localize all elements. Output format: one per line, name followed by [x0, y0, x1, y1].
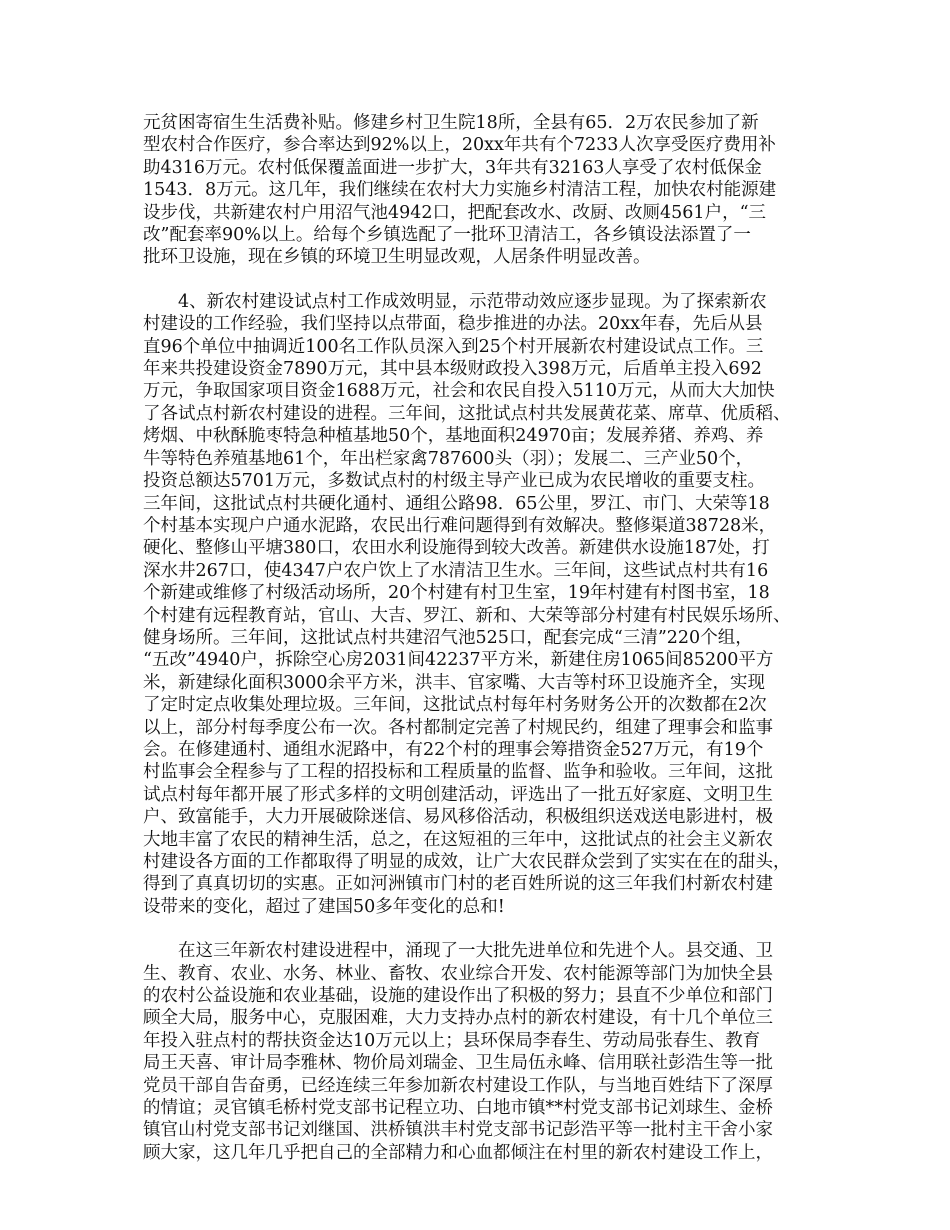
- text-line: 设带来的变化，超过了建国50多年变化的总和!: [143, 896, 505, 917]
- text-line: 元贫困寄宿生生活费补贴。修建乡村卫生院18所，全县有65．2万农民参加了新: [143, 113, 759, 133]
- text-line: 试点村每年都开展了形式多样的文明创建活动，评选出了一批五好家庭、文明卫生: [143, 784, 773, 805]
- text-line: 生、教育、农业、水务、林业、畜牧、农业综合开发、农村能源等部门为加快全县: [143, 963, 773, 984]
- text-line: 烤烟、中秋酥脆枣特急种植基地50个，基地面积24970亩；发展养猪、养鸡、养: [143, 426, 764, 447]
- text-line: 顾大家，这几年几乎把自己的全部精力和心血都倾注在村里的新农村建设工作上，: [143, 1142, 773, 1163]
- text-line: 户、致富能手，大力开展破除迷信、易风移俗活动，积极组织送戏送电影进村，极: [143, 807, 773, 828]
- text-line: 硬化、整修山平塘380口，农田水利设施得到较大改善。新建供水设施187处，打: [143, 538, 770, 559]
- text-line: 村监事会全程参与了工程的招投标和工程质量的监督、监争和验收。三年间，这批: [143, 762, 773, 783]
- text-line: 会。在修建通村、通组水泥路中，有22个村的理事会筹措资金527万元，有19个: [143, 739, 764, 760]
- text-line: 万元，争取国家项目资金1688万元，社会和农民自投入5110万元，从而大大加快: [143, 381, 775, 402]
- text-line: 了定时定点收集处理垃圾。三年间，这批试点村每年村务财务公开的次数都在2次: [143, 695, 767, 716]
- text-line: 改”配套率90%以上。给每个乡镇选配了一批环卫清洁工，各乡镇设法添置了一: [143, 225, 751, 246]
- text-line: 年来共投建设资金7890万元，其中县本级财政投入398万元，后盾单主投入692: [143, 359, 762, 380]
- text-line: 1543．8万元。这几年，我们继续在农村大力实施乡村清洁工程，加快农村能源建: [143, 180, 777, 201]
- text-line: 投资总额达5701万元，多数试点村的村级主导产业已成为农民增收的重要支柱。: [143, 471, 766, 492]
- text-line: 直96个单位中抽调近100名工作队员深入到25个村开展新农村建设试点工作。三: [143, 336, 764, 357]
- paragraph-2: [143, 291, 827, 918]
- text-line: 局王天喜、审计局李雅林、物价局刘瑞金、卫生局伍永峰、信用联社彭浩生等一批: [143, 1053, 773, 1074]
- text-line: 的情谊；灵官镇毛桥村党支部书记程立功、白地市镇**村党支部书记刘球生、金桥: [143, 1098, 773, 1119]
- text-line: 个村建有远程教育站，官山、大吉、罗江、新和、大荣等部分村建有村民娱乐场所、: [143, 605, 791, 626]
- text-line: 镇官山村党支部书记刘继国、洪桥镇洪丰村党支部书记彭浩平等一批村主干舍小家: [143, 1120, 773, 1141]
- text-line: 个村基本实现户户通水泥路，农民出行难问题得到有效解决。整修渠道38728米，: [143, 515, 777, 536]
- text-line: 4、新农村建设试点村工作成效明显，示范带动效应逐步显现。为了探索新农: [143, 291, 767, 312]
- text-line: 村建设的工作经验，我们坚持以点带面，稳步推进的办法。20xx年春，先后从县: [143, 314, 763, 335]
- text-line: 了各试点村新农村建设的进程。三年间，这批试点村共发展黄花菜、席草、优质稻、: [143, 403, 791, 424]
- text-line: 顾全大局，服务中心，克服困难，大力支持办点村的新农村建设，有十几个单位三: [143, 1008, 773, 1029]
- document-page: [143, 112, 827, 1186]
- text-line: 米，新建绿化面积3000余平方米，洪丰、官家嘴、大吉等村环卫设施齐全，实现: [143, 672, 766, 693]
- text-line: 的农村公益设施和农业基础，设施的建设作出了积极的努力；县直不少单位和部门: [143, 986, 773, 1007]
- text-line: 得到了真真切切的实惠。正如河洲镇市门村的老百姓所说的这三年我们村新农村建: [143, 874, 773, 895]
- text-line: 年投入驻点村的帮扶资金达10万元以上；县环保局李春生、劳动局张春生、教育: [143, 1030, 761, 1051]
- text-line: 助4316万元。农村低保覆盖面进一步扩大，3年共有32163人享受了农村低保金: [143, 157, 762, 178]
- text-line: 大地丰富了农民的精神生活，总之，在这短祖的三年中，这批试点的社会主义新农: [143, 829, 773, 850]
- text-line: 个新建或维修了村级活动场所，20个村建有村卫生室，19年村建有村图书室，18: [143, 583, 770, 604]
- text-line: 健身场所。三年间，这批试点村共建沼气池525口，配套完成“三清”220个组，: [143, 627, 753, 648]
- text-line: 村建设各方面的工作都取得了明显的成效，让广大农民群众尝到了实实在在的甜头，: [143, 852, 791, 872]
- text-line: 牛等特色养殖基地61个，年出栏家禽787600头（羽）；发展二、三产业50个，: [143, 448, 754, 469]
- paragraph-1: [143, 112, 827, 269]
- text-line: 设步伐，共新建农村户用沼气池4942口，把配套改水、改厨、改厕4561户，“三: [143, 202, 767, 223]
- text-line: 三年间，这批试点村共硬化通村、通组公路98．65公里，罗江、市门、大荣等18: [143, 493, 770, 514]
- text-line: “五改”4940户，拆除空心房2031间42237平方米，新建住房1065间85200平方: [143, 650, 774, 671]
- text-line: 党员干部自告奋勇，已经连续三年参加新农村建设工作队，与当地百姓结下了深厚: [143, 1075, 773, 1096]
- text-line: 批环卫设施，现在乡镇的环境卫生明显改观，人居条件明显改善。: [143, 247, 651, 268]
- text-line: 深水井267口，使4347户农户饮上了水清洁卫生水。三年间，这些试点村共有16: [143, 560, 769, 581]
- text-line: 在这三年新农村建设进程中，涌现了一大批先进单位和先进个人。县交通、卫: [143, 941, 773, 962]
- text-line: 型农村合作医疗，参合率达到92%以上，20xx年共有个7233人次享受医疗费用补: [143, 135, 776, 156]
- text-line: 以上，部分村每季度公布一次。各村都制定完善了村规民约，组建了理事会和监事: [143, 717, 773, 738]
- paragraph-3: [143, 940, 827, 1164]
